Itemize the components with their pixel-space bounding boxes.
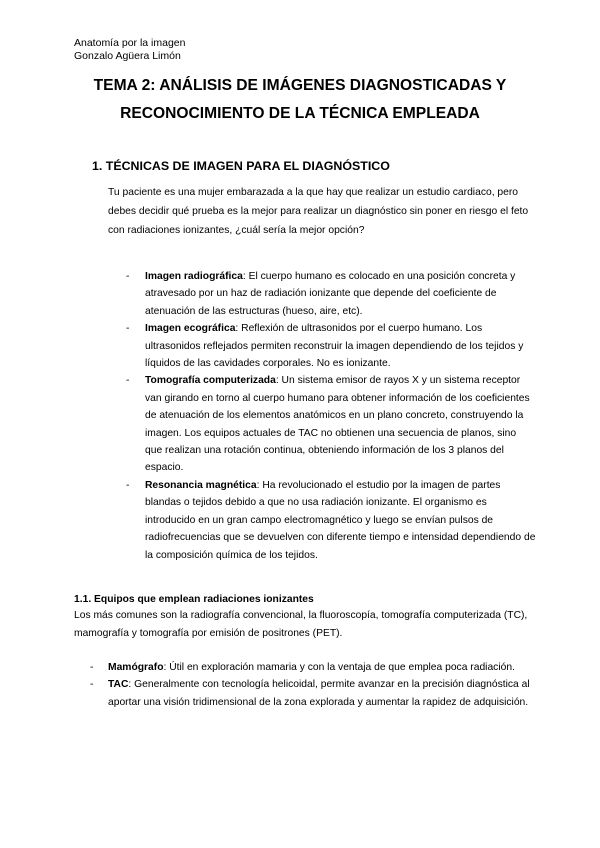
technique-list — [126, 268, 536, 564]
list-item — [126, 477, 536, 564]
item-term: Resonancia magnética — [145, 479, 257, 491]
subsection-heading: 1.1. Equipos que emplean radiaciones ionizantes — [74, 594, 314, 605]
page-title-line2: RECONOCIMIENTO DE LA TÉCNICA EMPLEADA — [120, 105, 480, 122]
section-intro: Tu paciente es una mujer embarazada a la que hay que realizar un estudio cardiaco, pero debes decidir qué prueba es la mejor para realizar un diagnóstico sin poner en riesgo el feto con radiaciones ionizantes, ¿cuál sería la mejor opción? — [108, 187, 529, 236]
item-text: : Útil en exploración mamaria y con la ventaja de que emplea poca radiación. — [163, 662, 515, 673]
dash-bullet: - — [126, 479, 130, 491]
subsection-intro: Los más comunes son la radiografía convencional, la fluoroscopía, tomografía computerizada (TC), mamografía y tomografía por emisión de positrones (PET). — [74, 610, 528, 639]
header-course: Anatomía por la imagen — [74, 37, 186, 49]
item-term: Imagen radiográfica — [145, 271, 243, 282]
dash-bullet: - — [90, 662, 94, 673]
list-item — [126, 320, 536, 372]
item-term: Mamógrafo — [108, 662, 164, 673]
item-text: : El cuerpo humano es colocado en una posición concreta y atravesado por un haz de radiación ionizante que depende del coeficiente de atenuación de las estructuras (hueso, aire, etc). — [145, 271, 516, 317]
header-author: Gonzalo Agüera Limón — [74, 50, 181, 62]
item-text: : Ha revolucionado el estudio por la imagen de partes blandas o tejidos debido a que no usa radiación ionizante. El organismo es introducido en un gran campo electromagnético y luego se envían pulsos de radiofrecuencias que se devuelven con diferente tiempo e intensidad dependiendo de la composición química de los tejidos. — [145, 479, 536, 561]
equipment-list — [90, 659, 530, 711]
dash-bullet: - — [90, 679, 94, 691]
item-term: Imagen ecográfica — [145, 323, 236, 335]
list-item — [126, 268, 536, 320]
item-text: : Un sistema emisor de rayos X y un sistema receptor van girando en torno al cuerpo humano para obtener información de los coeficientes de atenuación de los elementos anatómicos en un plano concreto, construyendo la imagen. Los equipos actuales de TAC no obtienen una secuencia de planos, sino que realizan una rotación continua, obteniendo información de los 3 planos del espacio. — [145, 375, 530, 474]
item-text: : Generalmente con tecnología helicoidal, permite avanzar en la precisión diagnóstica al aportar una visión tridimensional de la zona explorada y aumentar la rapidez de adquisición. — [108, 679, 530, 708]
list-item — [90, 659, 530, 676]
section-heading: 1. TÉCNICAS DE IMAGEN PARA EL DIAGNÓSTICO — [92, 159, 390, 173]
item-text: : Reflexión de ultrasonidos por el cuerpo humano. Los ultrasonidos reflejados permiten reconstruir la imagen dependiendo de los tejidos y líquidos de las cavidades corporales. No es ionizante. — [145, 323, 524, 370]
dash-bullet: - — [126, 323, 130, 335]
item-term: TAC — [108, 679, 129, 691]
list-item — [90, 676, 530, 711]
list-item — [126, 372, 536, 476]
item-term: Tomografía computerizada — [145, 375, 276, 387]
page-title-line1: TEMA 2: ANÁLISIS DE IMÁGENES DIAGNOSTICADAS Y — [93, 77, 507, 94]
dash-bullet: - — [126, 271, 130, 282]
dash-bullet: - — [126, 375, 130, 387]
